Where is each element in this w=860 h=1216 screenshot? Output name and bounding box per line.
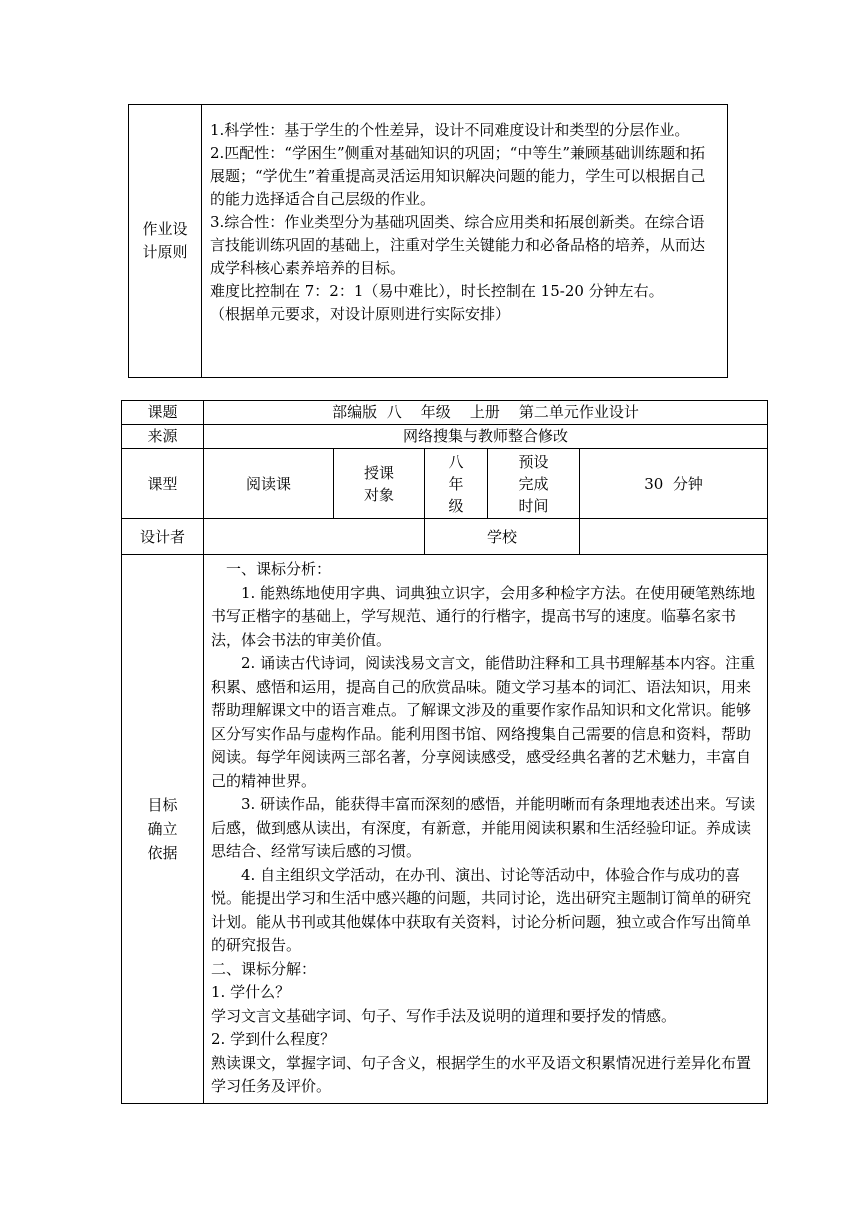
question: 2. 学到什么程度？ bbox=[211, 1030, 336, 1048]
unit-design-table bbox=[121, 400, 768, 1104]
answer: 熟读课文，掌握字词、句子含义，根据学生的水平及语文积累情况进行差异化布置学习任务及评价。 bbox=[211, 1053, 752, 1095]
principles-label bbox=[129, 105, 202, 378]
time-label-line: 完成 bbox=[518, 474, 549, 493]
audience-value-line: 八 bbox=[448, 452, 464, 471]
designer-row bbox=[122, 519, 768, 555]
principles-label-line: 计原则 bbox=[142, 243, 188, 261]
source-label: 来源 bbox=[122, 425, 204, 449]
audience-label bbox=[334, 449, 425, 519]
audience-value-line: 级 bbox=[448, 496, 464, 515]
goals-label-line: 确立 bbox=[147, 819, 178, 838]
time-label-line: 预设 bbox=[518, 452, 549, 471]
question: 1. 学什么？ bbox=[211, 983, 291, 1001]
section-heading: 一、课标分析： bbox=[226, 560, 332, 578]
standard-item: 1. 能熟练地使用字典、词典独立识字，会用多种检字方法。在使用硬笔熟练地书写正楷字的基础上，学写规范、通行的行楷字，提高书写的速度。临摹名家书法，体会书法的审美价值。 bbox=[211, 583, 756, 649]
goals-label-line: 依据 bbox=[147, 843, 178, 862]
source-value: 网络搜集与教师整合修改 bbox=[204, 425, 768, 449]
principle-note: （根据单元要求，对设计原则进行实际安排） bbox=[210, 305, 511, 323]
principles-label-line: 作业设 bbox=[142, 220, 188, 238]
designer-label: 设计者 bbox=[122, 519, 204, 555]
audience-value-line: 年 bbox=[448, 474, 464, 493]
principles-table bbox=[128, 104, 728, 378]
principles-row bbox=[129, 105, 728, 378]
principle-comprehensive: 3.综合性：作业类型分为基础巩固类、综合应用类和拓展创新类。在综合语言技能训练巩固的基础上，注重对学生关键能力和必备品格的培养，从而达成学科核心素养培养的目标。 bbox=[210, 213, 706, 277]
time-label bbox=[488, 449, 580, 519]
audience-label-line: 授课 bbox=[363, 463, 394, 482]
principle-difficulty-ratio: 难度比控制在 7：2：1（易中难比），时长控制在 15-20 分钟左右。 bbox=[210, 282, 664, 300]
title-value: 部编版 八 年级 上册 第二单元作业设计 bbox=[204, 401, 768, 425]
school-value bbox=[580, 519, 768, 555]
type-label: 课型 bbox=[122, 449, 204, 519]
title-row bbox=[122, 401, 768, 425]
designer-value bbox=[204, 519, 425, 555]
time-value: 30 分钟 bbox=[580, 449, 768, 519]
principle-matching: 2.匹配性：“学困生”侧重对基础知识的巩固；“中等生”兼顾基础训练题和拓展题；“学优生”着重提高灵活运用知识解决问题的能力，学生可以根据自己的能力选择适合自己层级的作业。 bbox=[210, 144, 706, 208]
standard-item: 2. 诵读古代诗词，阅读浅易文言文，能借助注释和工具书理解基本内容。注重积累、感悟和运用，提高自己的欣赏品味。随文学习基本的词汇、语法知识，用来帮助理解课文中的语言难点。了解课文涉及的重要作家作品知识和文化常识。能够区分写实作品与虚构作品。能利用图书馆、网络搜集自己需要的信息和资料，帮助阅读。每学年阅读两三部名著，分享阅读感受，感受经典名著的艺术魅力，丰富自己的精神世界。 bbox=[211, 654, 756, 790]
type-row bbox=[122, 449, 768, 519]
principles-body bbox=[202, 105, 728, 378]
goals-label-line: 目标 bbox=[147, 795, 178, 814]
principle-scientific: 1.科学性：基于学生的个性差异，设计不同难度设计和类型的分层作业。 bbox=[210, 121, 690, 139]
title-label: 课题 bbox=[122, 401, 204, 425]
standard-item: 3. 研读作品，能获得丰富而深刻的感悟，并能明晰而有条理地表述出来。写读后感，做到感从读出，有深度，有新意，并能用阅读积累和生活经验印证。养成读思结合、经常写读后感的习惯。 bbox=[211, 795, 756, 860]
section-heading: 二、课标分解： bbox=[211, 959, 317, 978]
source-row bbox=[122, 425, 768, 449]
time-label-line: 时间 bbox=[518, 496, 549, 515]
standard-item: 4. 自主组织文学活动，在办刊、演出、讨论等活动中，体验合作与成功的喜悦。能提出学习和生活中感兴趣的问题，共同讨论，选出研究主题制订简单的研究计划。能从书刊或其他媒体中获取有关资料，讨论分析问题，独立或合作写出简单的研究报告。 bbox=[211, 865, 752, 954]
school-label: 学校 bbox=[425, 519, 580, 555]
type-value: 阅读课 bbox=[204, 449, 334, 519]
answer: 学习文言文基础字词、句子、写作手法及说明的道理和要抒发的情感。 bbox=[211, 1006, 677, 1025]
audience-value bbox=[425, 449, 488, 519]
audience-label-line: 对象 bbox=[363, 485, 394, 504]
goals-body bbox=[204, 555, 768, 1104]
goals-row bbox=[122, 555, 768, 1104]
goals-label bbox=[122, 555, 204, 1104]
